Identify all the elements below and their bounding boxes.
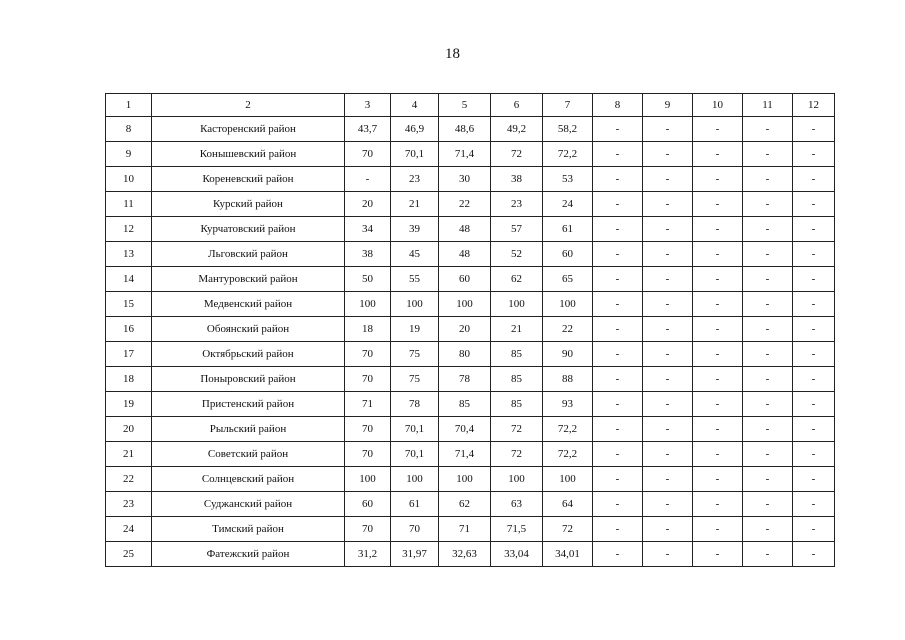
value-cell: - xyxy=(693,242,743,267)
table-row xyxy=(106,242,835,267)
value-cell: 60 xyxy=(439,267,491,292)
value-cell: - xyxy=(643,317,693,342)
district-name-cell: Касторенский район xyxy=(152,117,345,142)
value-cell: - xyxy=(345,167,391,192)
value-cell: 100 xyxy=(345,292,391,317)
value-cell: - xyxy=(593,492,643,517)
row-number-cell: 24 xyxy=(106,517,152,542)
value-cell: 71,4 xyxy=(439,142,491,167)
district-name-cell: Фатежский район xyxy=(152,542,345,567)
value-cell: - xyxy=(593,142,643,167)
value-cell: - xyxy=(793,367,835,392)
value-cell: 52 xyxy=(491,242,543,267)
value-cell: - xyxy=(593,317,643,342)
value-cell: 24 xyxy=(543,192,593,217)
value-cell: - xyxy=(643,542,693,567)
value-cell: 88 xyxy=(543,367,593,392)
value-cell: - xyxy=(693,292,743,317)
value-cell: 39 xyxy=(391,217,439,242)
value-cell: 70 xyxy=(345,417,391,442)
district-name-cell: Октябрьский район xyxy=(152,342,345,367)
row-number-cell: 21 xyxy=(106,442,152,467)
value-cell: 85 xyxy=(491,367,543,392)
district-name-cell: Медвенский район xyxy=(152,292,345,317)
value-cell: 53 xyxy=(543,167,593,192)
row-number-cell: 25 xyxy=(106,542,152,567)
table-row xyxy=(106,217,835,242)
table-row xyxy=(106,292,835,317)
value-cell: - xyxy=(643,292,693,317)
value-cell: 60 xyxy=(345,492,391,517)
row-number-cell: 17 xyxy=(106,342,152,367)
value-cell: - xyxy=(793,117,835,142)
value-cell: 72,2 xyxy=(543,442,593,467)
district-name-cell: Суджанский район xyxy=(152,492,345,517)
row-number-cell: 8 xyxy=(106,117,152,142)
value-cell: - xyxy=(693,342,743,367)
value-cell: - xyxy=(693,467,743,492)
value-cell: - xyxy=(643,267,693,292)
table-row xyxy=(106,442,835,467)
value-cell: 45 xyxy=(391,242,439,267)
value-cell: - xyxy=(643,492,693,517)
value-cell: - xyxy=(593,242,643,267)
value-cell: - xyxy=(793,417,835,442)
value-cell: 48 xyxy=(439,242,491,267)
value-cell: 70 xyxy=(345,142,391,167)
table-row xyxy=(106,317,835,342)
value-cell: - xyxy=(793,392,835,417)
value-cell: 71,5 xyxy=(491,517,543,542)
value-cell: - xyxy=(793,217,835,242)
value-cell: 71,4 xyxy=(439,442,491,467)
value-cell: - xyxy=(793,492,835,517)
value-cell: - xyxy=(643,142,693,167)
column-header: 11 xyxy=(743,94,793,117)
row-number-cell: 22 xyxy=(106,467,152,492)
column-header: 5 xyxy=(439,94,491,117)
value-cell: - xyxy=(793,342,835,367)
value-cell: - xyxy=(643,417,693,442)
table-header xyxy=(106,94,835,117)
value-cell: - xyxy=(743,367,793,392)
value-cell: - xyxy=(743,542,793,567)
value-cell: 21 xyxy=(491,317,543,342)
district-name-cell: Поныровский район xyxy=(152,367,345,392)
value-cell: - xyxy=(743,117,793,142)
district-name-cell: Мантуровский район xyxy=(152,267,345,292)
table-row xyxy=(106,342,835,367)
value-cell: - xyxy=(593,342,643,367)
value-cell: 70,1 xyxy=(391,417,439,442)
value-cell: - xyxy=(743,442,793,467)
value-cell: - xyxy=(643,217,693,242)
value-cell: 20 xyxy=(439,317,491,342)
value-cell: 100 xyxy=(543,292,593,317)
district-name-cell: Советский район xyxy=(152,442,345,467)
district-name-cell: Льговский район xyxy=(152,242,345,267)
value-cell: - xyxy=(743,392,793,417)
value-cell: 31,97 xyxy=(391,542,439,567)
value-cell: 46,9 xyxy=(391,117,439,142)
value-cell: - xyxy=(693,317,743,342)
row-number-cell: 18 xyxy=(106,367,152,392)
value-cell: - xyxy=(643,242,693,267)
value-cell: 31,2 xyxy=(345,542,391,567)
table-row xyxy=(106,267,835,292)
column-header: 10 xyxy=(693,94,743,117)
value-cell: - xyxy=(693,417,743,442)
value-cell: - xyxy=(693,517,743,542)
value-cell: 23 xyxy=(491,192,543,217)
value-cell: 34,01 xyxy=(543,542,593,567)
value-cell: 64 xyxy=(543,492,593,517)
value-cell: 49,2 xyxy=(491,117,543,142)
value-cell: - xyxy=(793,292,835,317)
district-name-cell: Солнцевский район xyxy=(152,467,345,492)
row-number-cell: 16 xyxy=(106,317,152,342)
value-cell: 22 xyxy=(543,317,593,342)
value-cell: - xyxy=(793,242,835,267)
value-cell: 43,7 xyxy=(345,117,391,142)
value-cell: 90 xyxy=(543,342,593,367)
value-cell: 72 xyxy=(491,442,543,467)
value-cell: - xyxy=(743,517,793,542)
value-cell: - xyxy=(643,117,693,142)
header-row xyxy=(106,94,835,117)
row-number-cell: 23 xyxy=(106,492,152,517)
district-name-cell: Кореневский район xyxy=(152,167,345,192)
value-cell: - xyxy=(693,267,743,292)
value-cell: - xyxy=(693,492,743,517)
value-cell: - xyxy=(593,367,643,392)
value-cell: 32,63 xyxy=(439,542,491,567)
column-header: 2 xyxy=(152,94,345,117)
value-cell: - xyxy=(743,167,793,192)
value-cell: 100 xyxy=(391,467,439,492)
value-cell: - xyxy=(793,167,835,192)
value-cell: 72 xyxy=(491,142,543,167)
value-cell: 38 xyxy=(345,242,391,267)
value-cell: 38 xyxy=(491,167,543,192)
value-cell: 100 xyxy=(543,467,593,492)
row-number-cell: 10 xyxy=(106,167,152,192)
value-cell: 80 xyxy=(439,342,491,367)
column-header: 1 xyxy=(106,94,152,117)
table-row xyxy=(106,142,835,167)
value-cell: - xyxy=(693,167,743,192)
value-cell: 70,1 xyxy=(391,142,439,167)
value-cell: 78 xyxy=(439,367,491,392)
value-cell: 22 xyxy=(439,192,491,217)
row-number-cell: 9 xyxy=(106,142,152,167)
value-cell: - xyxy=(643,442,693,467)
value-cell: 18 xyxy=(345,317,391,342)
value-cell: - xyxy=(693,217,743,242)
value-cell: 57 xyxy=(491,217,543,242)
value-cell: - xyxy=(793,192,835,217)
value-cell: 100 xyxy=(491,467,543,492)
value-cell: 93 xyxy=(543,392,593,417)
district-name-cell: Курчатовский район xyxy=(152,217,345,242)
district-name-cell: Пристенский район xyxy=(152,392,345,417)
value-cell: 34 xyxy=(345,217,391,242)
value-cell: - xyxy=(593,117,643,142)
value-cell: - xyxy=(743,267,793,292)
value-cell: - xyxy=(643,467,693,492)
value-cell: 61 xyxy=(543,217,593,242)
table-row xyxy=(106,492,835,517)
value-cell: 85 xyxy=(439,392,491,417)
column-header: 8 xyxy=(593,94,643,117)
value-cell: - xyxy=(593,267,643,292)
value-cell: - xyxy=(593,167,643,192)
value-cell: 71 xyxy=(345,392,391,417)
district-name-cell: Конышевский район xyxy=(152,142,345,167)
column-header: 12 xyxy=(793,94,835,117)
value-cell: - xyxy=(743,317,793,342)
district-name-cell: Курский район xyxy=(152,192,345,217)
value-cell: 72,2 xyxy=(543,417,593,442)
value-cell: 72,2 xyxy=(543,142,593,167)
value-cell: - xyxy=(643,517,693,542)
value-cell: - xyxy=(743,467,793,492)
value-cell: 70,1 xyxy=(391,442,439,467)
value-cell: - xyxy=(693,192,743,217)
value-cell: - xyxy=(593,417,643,442)
value-cell: 62 xyxy=(439,492,491,517)
row-number-cell: 20 xyxy=(106,417,152,442)
value-cell: 33,04 xyxy=(491,542,543,567)
value-cell: 75 xyxy=(391,367,439,392)
table-row xyxy=(106,167,835,192)
value-cell: 100 xyxy=(491,292,543,317)
district-name-cell: Обоянский район xyxy=(152,317,345,342)
value-cell: - xyxy=(693,442,743,467)
value-cell: - xyxy=(643,367,693,392)
value-cell: 70 xyxy=(391,517,439,542)
value-cell: 21 xyxy=(391,192,439,217)
district-name-cell: Тимский район xyxy=(152,517,345,542)
table-row xyxy=(106,392,835,417)
value-cell: - xyxy=(743,242,793,267)
value-cell: 78 xyxy=(391,392,439,417)
value-cell: - xyxy=(693,367,743,392)
table-row xyxy=(106,417,835,442)
row-number-cell: 15 xyxy=(106,292,152,317)
value-cell: 23 xyxy=(391,167,439,192)
value-cell: - xyxy=(743,342,793,367)
value-cell: 71 xyxy=(439,517,491,542)
data-table xyxy=(105,93,835,567)
row-number-cell: 12 xyxy=(106,217,152,242)
table-row xyxy=(106,517,835,542)
value-cell: - xyxy=(743,217,793,242)
row-number-cell: 19 xyxy=(106,392,152,417)
value-cell: 20 xyxy=(345,192,391,217)
value-cell: - xyxy=(793,267,835,292)
value-cell: 100 xyxy=(439,292,491,317)
value-cell: - xyxy=(793,317,835,342)
value-cell: - xyxy=(643,342,693,367)
table-row xyxy=(106,467,835,492)
value-cell: - xyxy=(743,192,793,217)
value-cell: 30 xyxy=(439,167,491,192)
value-cell: - xyxy=(593,467,643,492)
table-row xyxy=(106,542,835,567)
value-cell: - xyxy=(643,392,693,417)
column-header: 6 xyxy=(491,94,543,117)
value-cell: 75 xyxy=(391,342,439,367)
value-cell: - xyxy=(793,142,835,167)
row-number-cell: 13 xyxy=(106,242,152,267)
value-cell: - xyxy=(643,192,693,217)
value-cell: - xyxy=(793,467,835,492)
value-cell: 19 xyxy=(391,317,439,342)
value-cell: 72 xyxy=(491,417,543,442)
value-cell: 70 xyxy=(345,342,391,367)
value-cell: - xyxy=(793,542,835,567)
value-cell: - xyxy=(593,292,643,317)
value-cell: - xyxy=(593,392,643,417)
column-header: 9 xyxy=(643,94,693,117)
value-cell: 100 xyxy=(439,467,491,492)
value-cell: 70 xyxy=(345,517,391,542)
column-header: 7 xyxy=(543,94,593,117)
value-cell: 63 xyxy=(491,492,543,517)
value-cell: 50 xyxy=(345,267,391,292)
value-cell: - xyxy=(693,117,743,142)
value-cell: 70 xyxy=(345,442,391,467)
value-cell: 72 xyxy=(543,517,593,542)
value-cell: 60 xyxy=(543,242,593,267)
value-cell: - xyxy=(743,142,793,167)
page-number: 18 xyxy=(445,46,460,62)
value-cell: - xyxy=(743,292,793,317)
value-cell: 65 xyxy=(543,267,593,292)
value-cell: - xyxy=(793,517,835,542)
value-cell: 48,6 xyxy=(439,117,491,142)
value-cell: 100 xyxy=(345,467,391,492)
value-cell: 62 xyxy=(491,267,543,292)
value-cell: - xyxy=(593,217,643,242)
table-row xyxy=(106,367,835,392)
value-cell: - xyxy=(743,492,793,517)
column-header: 3 xyxy=(345,94,391,117)
value-cell: 48 xyxy=(439,217,491,242)
value-cell: - xyxy=(693,392,743,417)
value-cell: - xyxy=(743,417,793,442)
table-body xyxy=(106,117,835,567)
table-row xyxy=(106,192,835,217)
value-cell: - xyxy=(593,542,643,567)
column-header: 4 xyxy=(391,94,439,117)
value-cell: 70,4 xyxy=(439,417,491,442)
table-row xyxy=(106,117,835,142)
value-cell: - xyxy=(593,442,643,467)
row-number-cell: 11 xyxy=(106,192,152,217)
value-cell: 61 xyxy=(391,492,439,517)
value-cell: - xyxy=(793,442,835,467)
value-cell: 85 xyxy=(491,392,543,417)
value-cell: - xyxy=(643,167,693,192)
value-cell: - xyxy=(693,142,743,167)
value-cell: - xyxy=(593,517,643,542)
value-cell: 85 xyxy=(491,342,543,367)
district-name-cell: Рыльский район xyxy=(152,417,345,442)
value-cell: - xyxy=(593,192,643,217)
value-cell: 70 xyxy=(345,367,391,392)
value-cell: 100 xyxy=(391,292,439,317)
value-cell: 55 xyxy=(391,267,439,292)
row-number-cell: 14 xyxy=(106,267,152,292)
value-cell: - xyxy=(693,542,743,567)
value-cell: 58,2 xyxy=(543,117,593,142)
